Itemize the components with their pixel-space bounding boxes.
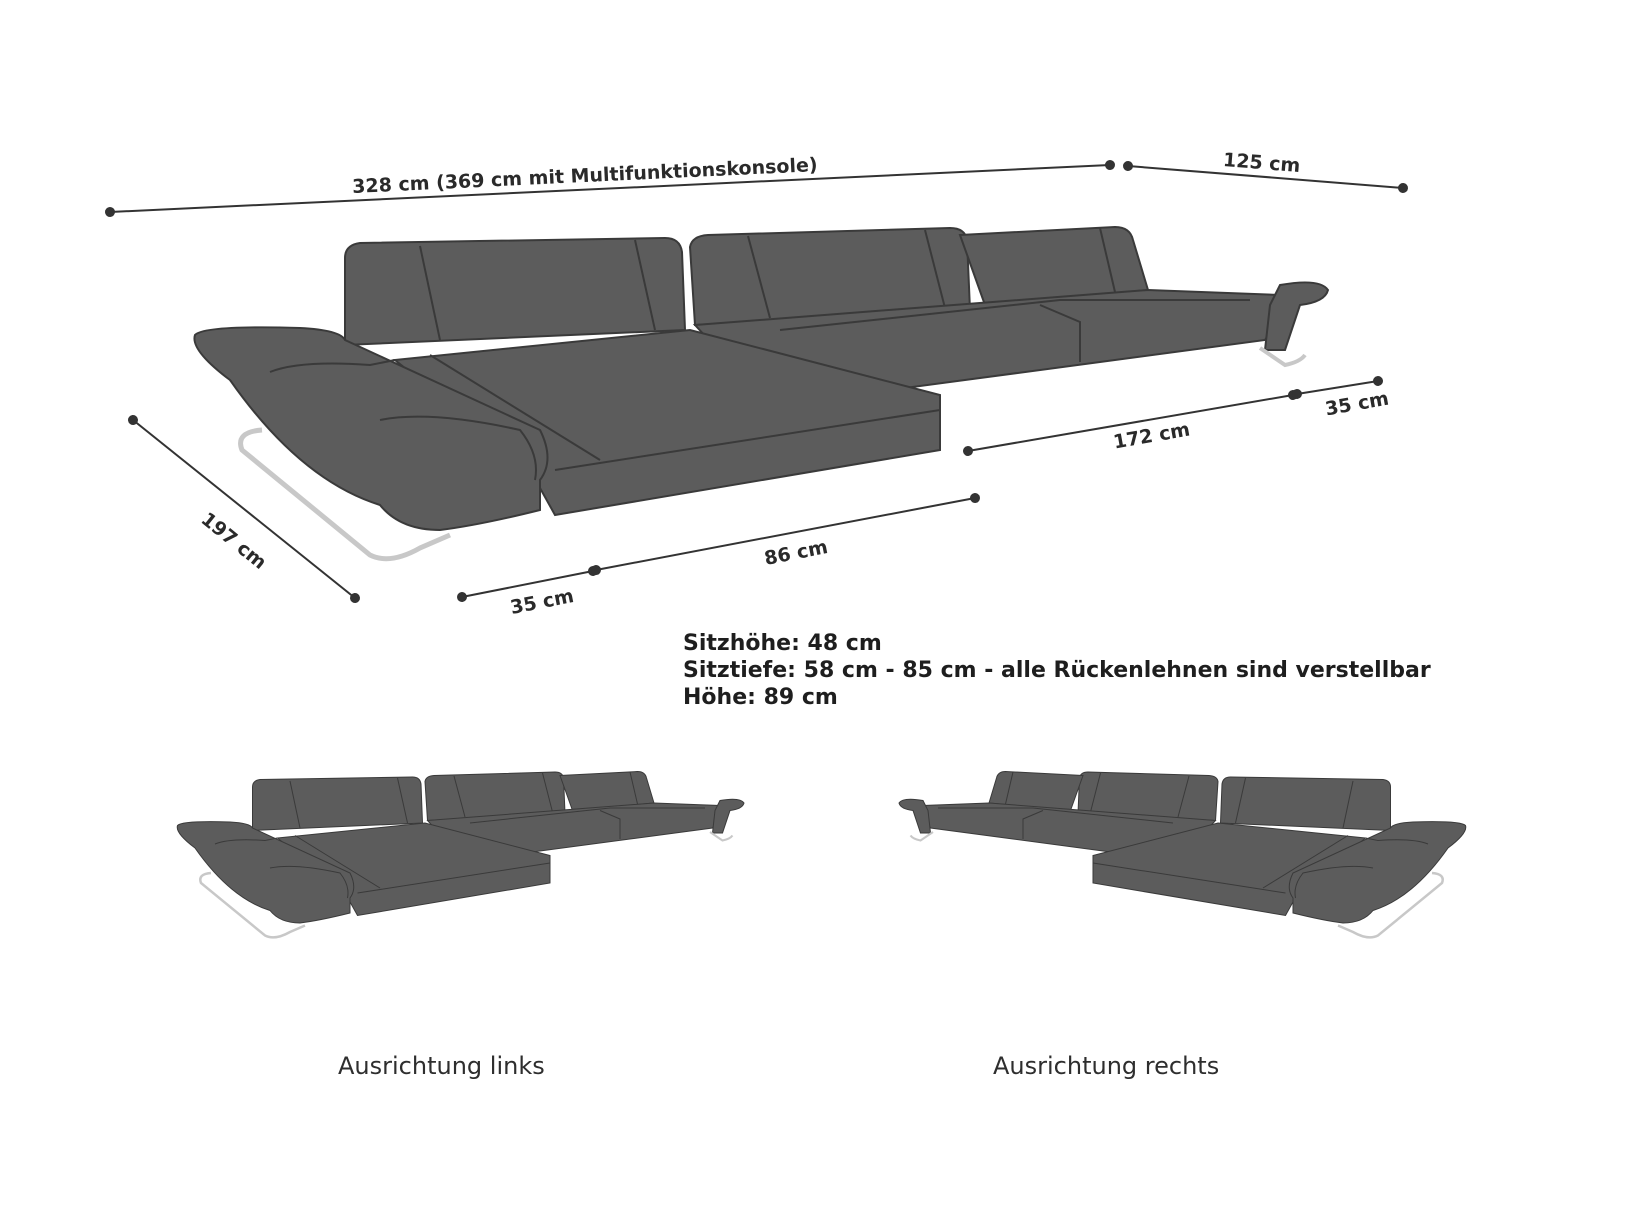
label-left-console: 35 cm (508, 585, 576, 619)
spec-seat-height: Sitzhöhe: 48 cm (683, 631, 882, 656)
spec-seat-depth: Sitztiefe: 58 cm - 85 cm - alle Rückenlehnen sind verstellbar (683, 658, 1431, 683)
specifications-block (683, 630, 1431, 711)
caption-left-orientation: Ausrichtung links (338, 1052, 545, 1080)
label-left-seat: 86 cm (762, 536, 830, 570)
sofa-left-orientation-illustration (177, 772, 744, 938)
main-sofa-illustration (194, 227, 1328, 559)
spec-height: Höhe: 89 cm (683, 685, 838, 710)
label-right-length: 125 cm (1222, 148, 1302, 178)
label-right-seat: 172 cm (1111, 418, 1192, 454)
label-total-length: 328 cm (369 cm mit Multifunktionskonsole) (351, 154, 818, 198)
label-depth: 197 cm (196, 508, 271, 574)
caption-right-orientation: Ausrichtung rechts (993, 1052, 1220, 1080)
sofa-right-orientation-illustration (899, 772, 1466, 938)
label-right-console: 35 cm (1323, 387, 1391, 421)
